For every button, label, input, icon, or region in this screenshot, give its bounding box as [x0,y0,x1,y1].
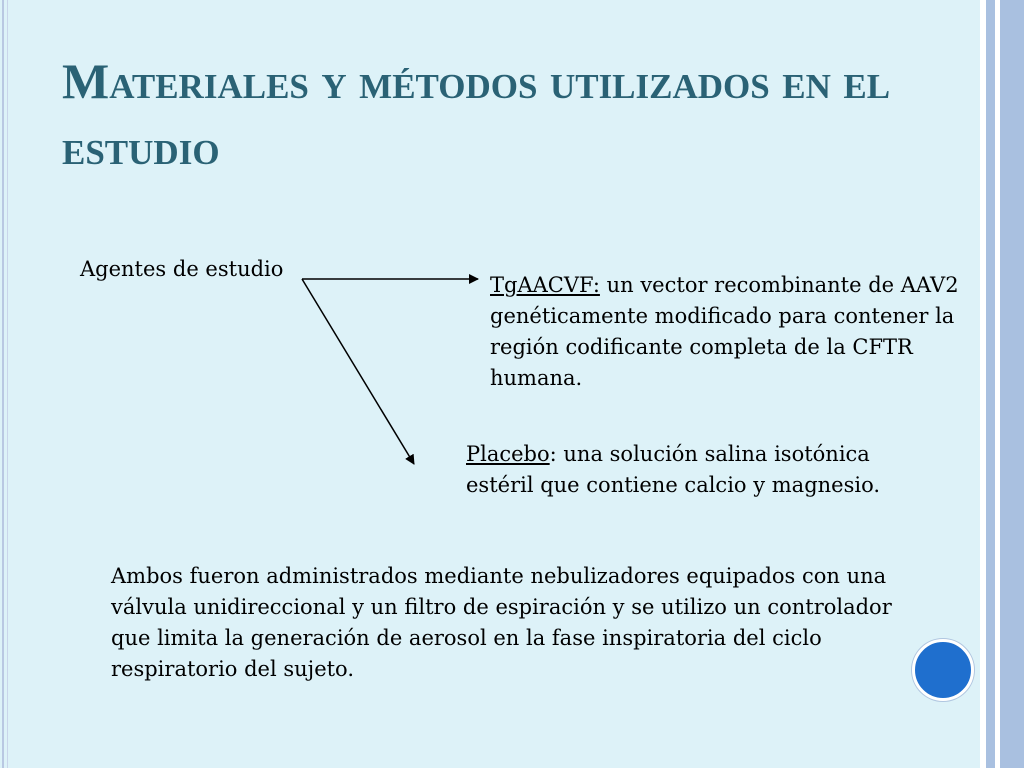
placebo-description [466,439,936,501]
administration-paragraph: Ambos fueron administrados mediante nebulizadores equipados con una válvula unidireccional y un filtro de espiración y se utilizo un controlador que limita la generación de aerosol en la fase inspiratoria del ciclo respiratorio del sujeto. [111,564,892,681]
placebo-term: Placebo [466,442,550,466]
vector-term: TgAACVF: [490,273,600,297]
agents-label: Agentes de estudio [80,257,284,281]
vector-text: un vector recombinante de AAV2 genéticamente modificado para contener la región codificante completa de la CFTR humana. [490,273,959,390]
placebo-text: : una solución salina isotónica estéril que contiene calcio y magnesio. [466,442,881,497]
arrow-to-placebo [302,279,414,464]
accent-circle [912,639,974,701]
vector-description [490,270,970,394]
slide-title: Materiales y métodos utilizados en el estudio [62,53,891,175]
